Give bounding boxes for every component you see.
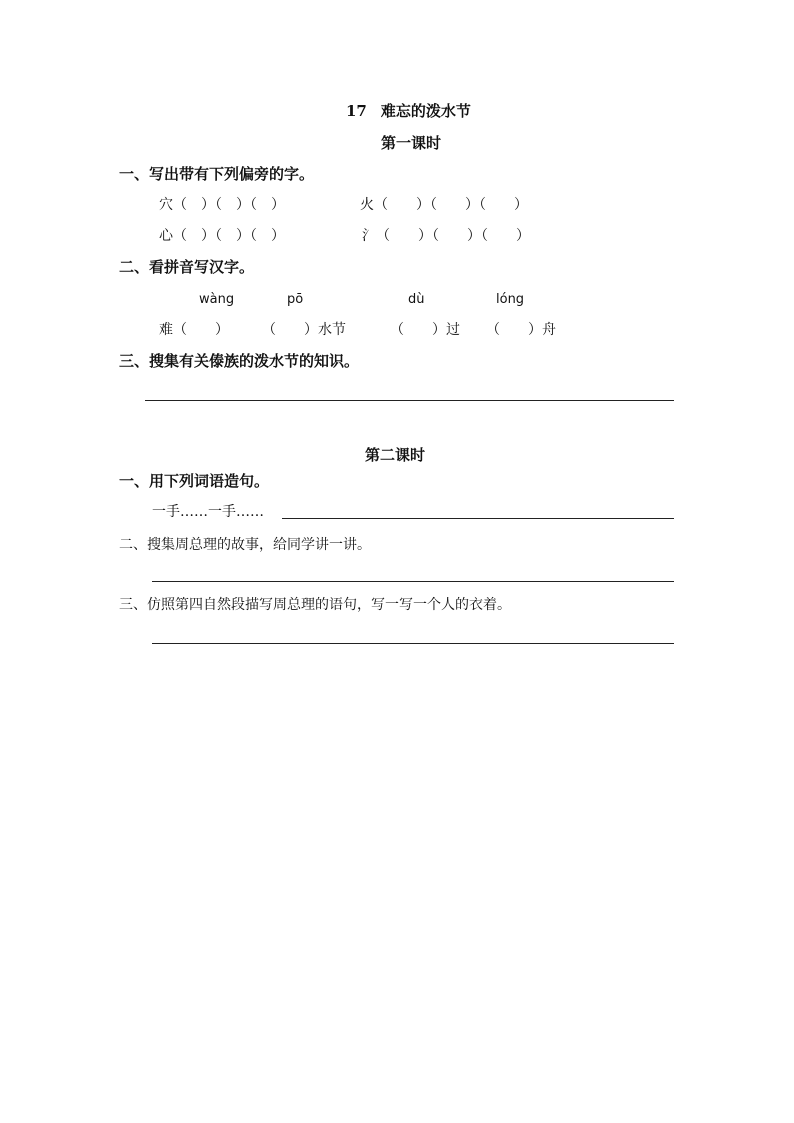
- pinyin-3: dù: [408, 292, 425, 307]
- lesson-number: 17: [346, 102, 367, 120]
- answer-line[interactable]: [152, 581, 674, 582]
- radical-row-1-b: 火（ ）（ ）（ ）: [360, 197, 528, 213]
- radical-row-1-a: 穴（ ）（ ）（ ）: [159, 197, 285, 213]
- s2-question-3: 三、仿照第四自然段描写周总理的语句，写一写一个人的衣着。: [119, 597, 511, 613]
- s2-question-2: 二、搜集周总理的故事，给同学讲一讲。: [119, 537, 371, 553]
- answer-blanks[interactable]: （ ）（ ）（ ）: [374, 197, 528, 213]
- sentence-prompt: 一手……一手……: [152, 504, 264, 520]
- pinyin-item-1: 难（ ）: [159, 322, 229, 338]
- s1-question-2: 二、看拼音写汉字。: [119, 258, 255, 276]
- radical-row-2-a: 心（ ）（ ）（ ）: [159, 228, 285, 244]
- answer-line[interactable]: [145, 400, 674, 401]
- s2-question-1: 一、用下列词语造句。: [119, 472, 270, 490]
- pinyin-1: wàng: [199, 292, 235, 307]
- pinyin-2: pō: [287, 292, 304, 307]
- s1-question-3: 三、搜集有关傣族的泼水节的知识。: [119, 352, 360, 370]
- answer-blank[interactable]: （ ）: [486, 322, 542, 338]
- lesson-title: [346, 104, 471, 119]
- pinyin-4: lóng: [496, 292, 525, 307]
- answer-blanks[interactable]: （ ）（ ）（ ）: [173, 228, 285, 244]
- session1-heading: 第一课时: [381, 134, 442, 152]
- answer-blank[interactable]: （ ）: [390, 322, 446, 338]
- answer-line[interactable]: [152, 643, 674, 644]
- answer-line[interactable]: [282, 518, 674, 519]
- answer-blank[interactable]: （ ）: [262, 322, 318, 338]
- radical-row-2-b: 氵（ ）（ ）（ ）: [362, 228, 530, 244]
- lesson-name: 难忘的泼水节: [380, 102, 471, 120]
- answer-blanks[interactable]: （ ）（ ）（ ）: [173, 197, 285, 213]
- session2-heading: 第二课时: [365, 446, 426, 464]
- s1-question-1: 一、写出带有下列偏旁的字。: [119, 165, 315, 183]
- pinyin-item-2: （ ）水节: [262, 322, 346, 338]
- answer-blanks[interactable]: （ ）（ ）（ ）: [376, 228, 530, 244]
- answer-blank[interactable]: （ ）: [173, 322, 229, 338]
- pinyin-item-3: （ ）过: [390, 322, 460, 338]
- pinyin-item-4: （ ）舟: [486, 322, 556, 338]
